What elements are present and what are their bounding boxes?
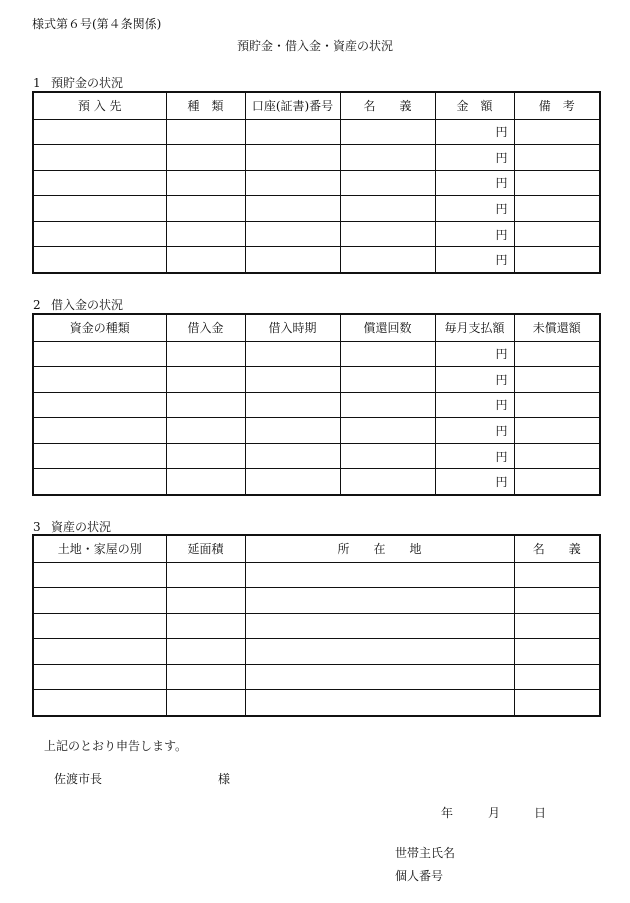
- table-row: [33, 341, 600, 367]
- table-cell[interactable]: [340, 367, 435, 393]
- table-cell[interactable]: 円: [435, 367, 514, 393]
- table-cell[interactable]: 円: [435, 341, 514, 367]
- table-cell[interactable]: [245, 469, 340, 495]
- table-row: [33, 443, 600, 469]
- table-cell[interactable]: [166, 469, 245, 495]
- table-cell[interactable]: [514, 367, 600, 393]
- table-cell[interactable]: [514, 664, 600, 690]
- table-cell[interactable]: [33, 170, 166, 196]
- table-row: [33, 367, 600, 393]
- table-cell[interactable]: [33, 196, 166, 222]
- table-cell[interactable]: [245, 119, 340, 145]
- table-cell[interactable]: [514, 469, 600, 495]
- section-title: 預貯金の状況: [51, 76, 124, 90]
- section-2-heading: [33, 296, 123, 313]
- table-cell[interactable]: [245, 664, 514, 690]
- section-1-heading: [33, 74, 123, 91]
- section-number: 3: [33, 520, 41, 534]
- table-header-row: [33, 92, 600, 119]
- personal-number-label: 個人番号: [395, 869, 444, 883]
- table-row: [33, 119, 600, 145]
- table-cell[interactable]: [33, 469, 166, 495]
- table-cell[interactable]: [514, 613, 600, 639]
- table-cell[interactable]: [340, 418, 435, 444]
- table-cell[interactable]: [245, 639, 514, 665]
- column-header: 種 類: [166, 92, 245, 119]
- table-cell[interactable]: 円: [435, 145, 514, 171]
- table-row: [33, 588, 600, 614]
- table-cell[interactable]: [166, 392, 245, 418]
- table-row: [33, 247, 600, 273]
- table-cell[interactable]: [340, 119, 435, 145]
- section-title: 借入金の状況: [51, 298, 124, 312]
- table-row: [33, 613, 600, 639]
- table-cell[interactable]: [33, 392, 166, 418]
- column-header: 預 入 先: [33, 92, 166, 119]
- table-cell[interactable]: [166, 562, 245, 588]
- table-cell[interactable]: [166, 588, 245, 614]
- assets-table: [32, 534, 601, 717]
- table-row: [33, 221, 600, 247]
- table-cell[interactable]: [245, 170, 340, 196]
- table-cell[interactable]: [514, 196, 600, 222]
- table-cell[interactable]: [514, 145, 600, 171]
- table-cell[interactable]: 円: [435, 392, 514, 418]
- section-number: 1: [33, 76, 41, 90]
- table-cell[interactable]: [514, 341, 600, 367]
- table-cell[interactable]: [33, 145, 166, 171]
- table-cell[interactable]: [33, 613, 166, 639]
- table-cell[interactable]: [340, 469, 435, 495]
- table-cell[interactable]: [166, 639, 245, 665]
- table-cell[interactable]: [166, 247, 245, 273]
- householder-name-label: 世帯主氏名: [395, 846, 456, 860]
- table-cell[interactable]: [33, 664, 166, 690]
- table-cell[interactable]: [166, 119, 245, 145]
- table-cell[interactable]: 円: [435, 196, 514, 222]
- column-header: 所 在 地: [245, 535, 514, 562]
- column-header: 備 考: [514, 92, 600, 119]
- table-row: [33, 418, 600, 444]
- table-row: [33, 145, 600, 171]
- table-cell[interactable]: [340, 247, 435, 273]
- table-cell[interactable]: [245, 392, 340, 418]
- table-cell[interactable]: [514, 392, 600, 418]
- loans-table: [32, 313, 601, 496]
- column-header: 未償還額: [514, 314, 600, 341]
- table-cell[interactable]: [514, 170, 600, 196]
- table-cell[interactable]: [340, 443, 435, 469]
- table-cell[interactable]: [33, 221, 166, 247]
- column-header: 口座(証書)番号: [245, 92, 340, 119]
- table-cell[interactable]: 円: [435, 469, 514, 495]
- table-cell[interactable]: [514, 639, 600, 665]
- table-row: [33, 639, 600, 665]
- section-number: 2: [33, 298, 41, 312]
- table-row: [33, 170, 600, 196]
- table-cell[interactable]: [514, 418, 600, 444]
- table-cell[interactable]: [166, 170, 245, 196]
- table-cell[interactable]: [33, 690, 166, 716]
- column-header: 金 額: [435, 92, 514, 119]
- table-cell[interactable]: [245, 588, 514, 614]
- date-day-label: 日: [534, 806, 547, 820]
- honorific: 様: [218, 772, 231, 786]
- column-header: 資金の種類: [33, 314, 166, 341]
- table-header-row: [33, 314, 600, 341]
- table-header-row: [33, 535, 600, 562]
- table-cell[interactable]: [33, 247, 166, 273]
- table-cell[interactable]: [245, 341, 340, 367]
- table-cell[interactable]: [514, 562, 600, 588]
- table-row: [33, 196, 600, 222]
- table-cell[interactable]: [166, 221, 245, 247]
- column-header: 名 義: [514, 535, 600, 562]
- table-cell[interactable]: [340, 170, 435, 196]
- declaration-text: 上記のとおり申告します。: [44, 739, 188, 753]
- table-cell[interactable]: [166, 145, 245, 171]
- table-row: [33, 664, 600, 690]
- column-header: 延面積: [166, 535, 245, 562]
- table-cell[interactable]: [33, 119, 166, 145]
- table-cell[interactable]: [245, 196, 340, 222]
- table-cell[interactable]: 円: [435, 170, 514, 196]
- table-cell[interactable]: [245, 145, 340, 171]
- table-cell[interactable]: 円: [435, 443, 514, 469]
- table-row: [33, 690, 600, 716]
- table-cell[interactable]: [340, 221, 435, 247]
- document-title: 預貯金・借入金・資産の状況: [236, 39, 393, 53]
- table-row: [33, 392, 600, 418]
- table-cell[interactable]: 円: [435, 418, 514, 444]
- table-cell[interactable]: [166, 443, 245, 469]
- table-cell[interactable]: [245, 690, 514, 716]
- date-year-label: 年: [441, 806, 454, 820]
- table-cell[interactable]: [514, 443, 600, 469]
- deposits-table: [32, 91, 601, 274]
- section-title: 資産の状況: [51, 520, 112, 534]
- table-cell[interactable]: [33, 443, 166, 469]
- table-cell[interactable]: [245, 367, 340, 393]
- table-cell[interactable]: [33, 562, 166, 588]
- table-cell[interactable]: [166, 613, 245, 639]
- column-header: 借入金: [166, 314, 245, 341]
- column-header: 土地・家屋の別: [33, 535, 166, 562]
- table-cell[interactable]: [33, 418, 166, 444]
- table-cell[interactable]: 円: [435, 247, 514, 273]
- table-cell[interactable]: [245, 418, 340, 444]
- column-header: 借入時期: [245, 314, 340, 341]
- table-cell[interactable]: [514, 221, 600, 247]
- table-cell[interactable]: [514, 588, 600, 614]
- table-row: [33, 469, 600, 495]
- table-cell[interactable]: [245, 613, 514, 639]
- table-cell[interactable]: [166, 367, 245, 393]
- table-cell[interactable]: [514, 690, 600, 716]
- column-header: 名 義: [340, 92, 435, 119]
- addressee: 佐渡市長: [54, 772, 103, 786]
- column-header: 毎月支払額: [435, 314, 514, 341]
- form-number: 様式第６号(第４条関係): [32, 17, 162, 31]
- table-cell[interactable]: [166, 341, 245, 367]
- table-cell[interactable]: [514, 119, 600, 145]
- table-cell[interactable]: [33, 367, 166, 393]
- table-cell[interactable]: [245, 221, 340, 247]
- table-cell[interactable]: [166, 196, 245, 222]
- table-cell[interactable]: [166, 664, 245, 690]
- table-cell[interactable]: [340, 196, 435, 222]
- table-cell[interactable]: [33, 341, 166, 367]
- table-cell[interactable]: [245, 443, 340, 469]
- column-header: 償還回数: [340, 314, 435, 341]
- table-cell[interactable]: [166, 690, 245, 716]
- table-cell[interactable]: [33, 588, 166, 614]
- table-cell[interactable]: [340, 145, 435, 171]
- table-cell[interactable]: [245, 247, 340, 273]
- table-cell[interactable]: 円: [435, 221, 514, 247]
- table-cell[interactable]: [340, 392, 435, 418]
- table-cell[interactable]: [245, 562, 514, 588]
- table-cell[interactable]: 円: [435, 119, 514, 145]
- table-row: [33, 562, 600, 588]
- table-cell[interactable]: [340, 341, 435, 367]
- table-cell[interactable]: [514, 247, 600, 273]
- date-month-label: 月: [488, 806, 501, 820]
- table-cell[interactable]: [33, 639, 166, 665]
- section-3-heading: [33, 518, 111, 535]
- table-cell[interactable]: [166, 418, 245, 444]
